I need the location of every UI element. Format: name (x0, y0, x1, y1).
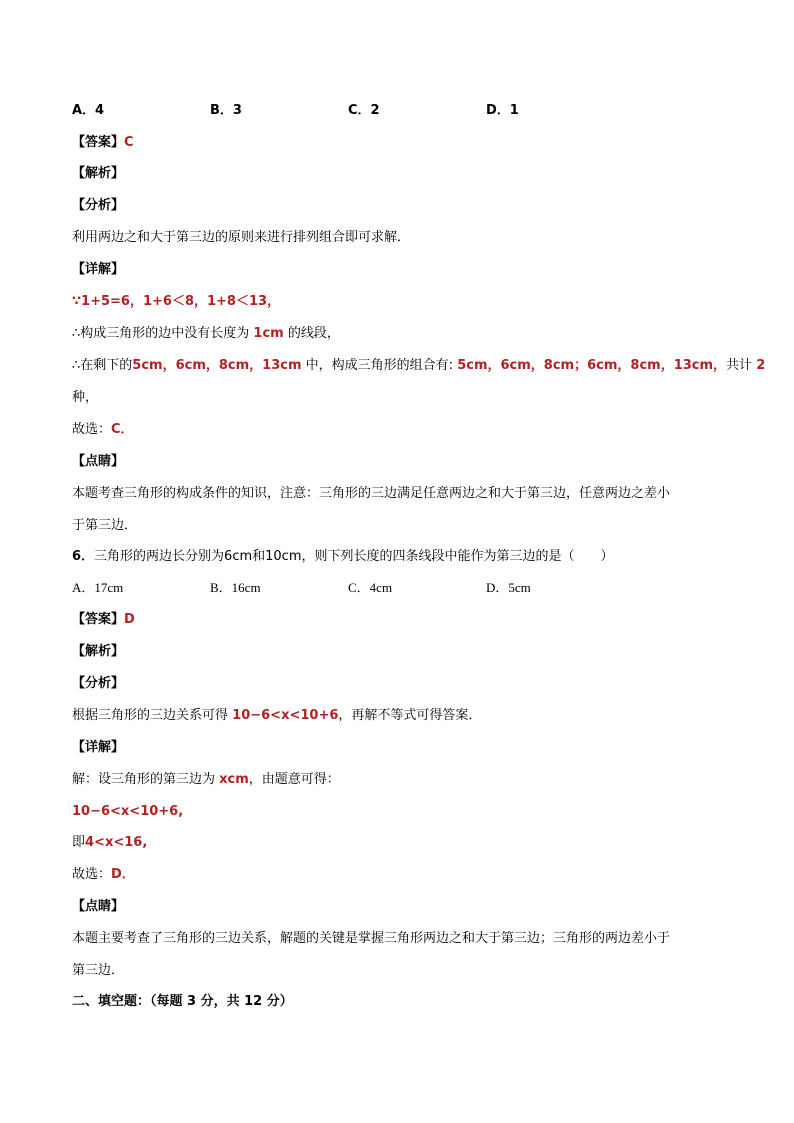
q6-analysis-tag: 【解析】 (72, 644, 125, 659)
q6-detail-line-1: 解：设三角形的第三边为 xcm，由题意可得： (72, 772, 340, 787)
q6-detail-line-2: 10−6<x<10+6, (72, 804, 184, 819)
q6-option-d: D．5cm (486, 580, 531, 595)
q5-fenxi-text: 利用两边之和大于第三边的原则来进行排列组合即可求解． (72, 230, 411, 245)
q5-choose-line: 故选：C． (72, 422, 134, 437)
q5-comment-tag: 【点睛】 (72, 454, 125, 469)
q5-detail-tag: 【详解】 (72, 262, 125, 277)
q6-option-b: B．16cm (210, 580, 261, 595)
q6-detail-line-3: 即4<x<16, (72, 835, 148, 850)
q5-detail-line-1: ∵1+5=6，1+6＜8，1+8＜13， (72, 294, 281, 309)
q5-comment-line-1: 本题考查三角形的构成条件的知识，注意：三角形的三边满足任意两边之和大于第三边，任意两边之差小 (72, 486, 671, 501)
q6-question: 6．三角形的两边长分别为6cm和10cm，则下列长度的四条线段中能作为第三边的是（ ） (72, 549, 614, 564)
q6-option-a: A．17cm (72, 580, 124, 595)
section-title: 二、填空题：（每题 3 分，共 12 分） (72, 994, 293, 1009)
q6-answer-line: 【答案】D (72, 612, 135, 627)
answer-tag: 【答案】 (72, 135, 125, 150)
q5-detail-line-3: ∴在剩下的5cm，6cm，8cm，13cm 中，构成三角形的组合有: 5cm，6cm，8cm；6cm，8cm，13cm，共计 2 (72, 358, 766, 373)
q5-option-d: D．1 (486, 103, 519, 118)
q5-answer-line (72, 134, 732, 152)
q6-comment-line-1: 本题主要考查了三角形的三边关系，解题的关键是掌握三角形两边之和大于第三边；三角形的两边差小于 (72, 931, 671, 946)
q6-comment-tag: 【点睛】 (72, 899, 125, 914)
q5-option-c: C．2 (348, 103, 380, 118)
q6-detail-tag: 【详解】 (72, 740, 125, 755)
q5-comment-line-2: 于第三边． (72, 518, 138, 533)
q5-analysis-tag: 【解析】 (72, 166, 125, 181)
q6-fenxi-text: 根据三角形的三边关系可得 10−6<x<10+6，再解不等式可得答案． (72, 708, 482, 723)
q5-option-a: A．4 (72, 103, 105, 118)
q6-option-c: C．4cm (348, 580, 393, 595)
q5-detail-line-2: ∴构成三角形的边中没有长度为 1cm 的线段， (72, 326, 340, 341)
answer-value: C (124, 135, 134, 150)
q5-option-b: B．3 (210, 103, 242, 118)
q6-choose-line: 故选：D． (72, 867, 135, 882)
q5-fenxi-tag: 【分析】 (72, 198, 125, 213)
q6-comment-line-2: 第三边． (72, 963, 125, 978)
q6-fenxi-tag: 【分析】 (72, 676, 125, 691)
q5-detail-line-3-cont: 种， (72, 390, 99, 405)
